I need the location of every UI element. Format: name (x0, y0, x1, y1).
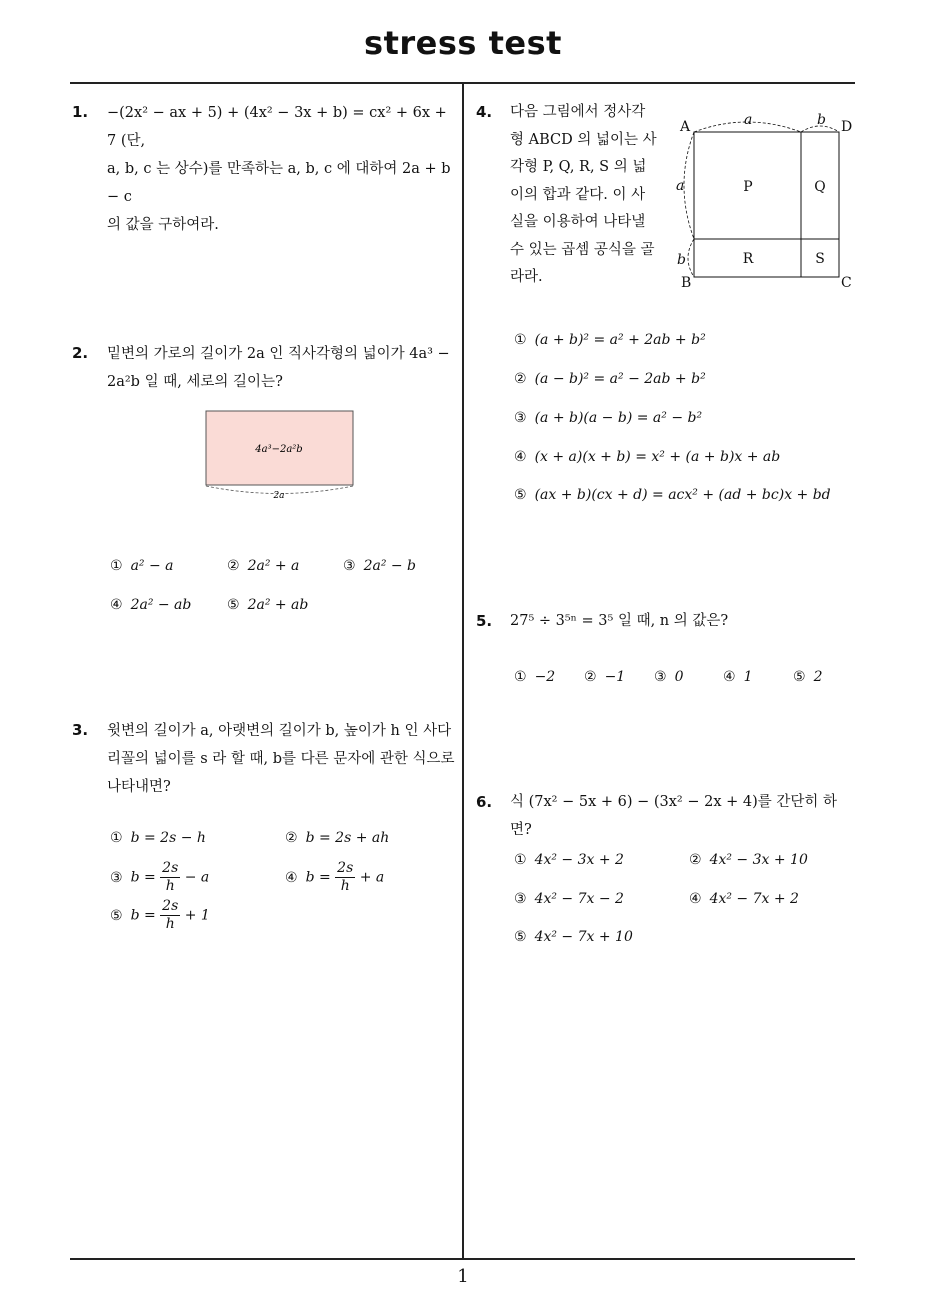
column-divider (462, 82, 464, 1258)
option-expression: (x + a)(x + b) = x² + (a + b)x + ab (534, 449, 781, 465)
option-mark: ① (514, 332, 527, 348)
option-mark: ④ (110, 597, 123, 613)
option-mark: ① (514, 669, 527, 685)
rectangle-figure (195, 405, 365, 505)
rectangle-area-label: 4a³−2a²b (255, 444, 303, 455)
option-4[interactable] (723, 669, 752, 685)
option-expression: −1 (604, 669, 626, 685)
page-number: 1 (457, 1266, 469, 1287)
option-1[interactable] (514, 669, 555, 685)
option-mark: ④ (285, 869, 298, 886)
option-5[interactable] (514, 487, 831, 503)
fraction-denominator: h (165, 916, 175, 932)
option-mark: ③ (110, 869, 123, 886)
option-expression: (a + b)² = a² + 2ab + b² (534, 332, 706, 348)
option-2[interactable] (689, 852, 808, 868)
question-line: −(2x² − ax + 5) + (4x² − 3x + b) = cx² + 6x + 7 (단, (107, 105, 447, 149)
question-number: 5. (476, 612, 493, 630)
option-rhs: + a (359, 869, 385, 886)
region-p-label: P (743, 179, 753, 195)
option-expression: 2a² + ab (247, 597, 309, 613)
fraction-numerator: 2s (337, 860, 354, 876)
fraction (160, 860, 180, 895)
option-expression: 2a² + a (247, 558, 300, 574)
option-mark: ② (584, 669, 597, 685)
option-expression: b = 2s − h (130, 830, 206, 846)
option-expression: 4x² − 3x + 2 (534, 852, 624, 868)
corner-c-label: C (841, 275, 852, 291)
option-1[interactable] (110, 830, 206, 846)
side-b-brace (688, 239, 694, 277)
question-line: 윗변의 길이가 a, 아랫변의 길이가 b, 높이가 h 인 사다 (107, 723, 452, 739)
option-lhs: b = (130, 907, 156, 924)
option-mark: ② (227, 558, 240, 574)
option-mark: ① (110, 558, 123, 574)
option-expression: (a − b)² = a² − 2ab + b² (534, 371, 706, 387)
question-line: 라라. (510, 269, 543, 285)
square-figure (672, 108, 857, 293)
option-3[interactable] (110, 860, 209, 895)
option-expression: (ax + b)(cx + d) = acx² + (ad + bc)x + bd (534, 487, 831, 503)
question-line: a, b, c 는 상수)를 만족하는 a, b, c 에 대하여 2a + b − c (107, 161, 451, 205)
question-line: 2a²b 일 때, 세로의 길이는? (107, 374, 283, 390)
fraction (335, 860, 355, 895)
question-number: 6. (476, 793, 493, 811)
option-expression: 2a² − ab (130, 597, 192, 613)
rectangle-width-label: 2a (273, 491, 285, 501)
option-expression: b = 2s + ah (305, 830, 390, 846)
question-number: 2. (72, 344, 89, 362)
question-line: 리꼴의 넓이를 s 라 할 때, b를 다른 문자에 관한 식으로 (107, 751, 455, 767)
option-mark: ④ (723, 669, 736, 685)
fraction-denominator: h (165, 878, 175, 894)
option-3[interactable] (654, 669, 683, 685)
option-4[interactable] (285, 860, 384, 895)
side-a-brace (684, 132, 694, 239)
option-mark: ② (285, 830, 298, 846)
option-mark: ⑤ (514, 487, 527, 503)
side-a-label: a (676, 178, 685, 194)
option-expression: 0 (674, 669, 684, 685)
option-mark: ③ (514, 891, 527, 907)
option-mark: ② (689, 852, 702, 868)
option-expression: 1 (743, 669, 753, 685)
region-s-label: S (815, 251, 825, 267)
option-5[interactable] (793, 669, 822, 685)
option-mark: ① (110, 830, 123, 846)
option-rhs: + 1 (184, 907, 210, 924)
option-rhs: − a (184, 869, 210, 886)
page-title: stress test (364, 24, 562, 62)
option-mark: ⑤ (227, 597, 240, 613)
option-2[interactable] (514, 371, 706, 387)
option-4[interactable] (689, 891, 799, 907)
option-4[interactable] (514, 449, 780, 465)
question-text: 27⁵ ÷ 3⁵ⁿ = 3⁵ 일 때, n 의 값은? (510, 613, 729, 629)
question-text: 식 (7x² − 5x + 6) − (3x² − 2x + 4)를 간단히 하면? (510, 794, 838, 838)
option-mark: ④ (689, 891, 702, 907)
option-1[interactable] (514, 852, 624, 868)
question-line: 이의 합과 같다. 이 사 (510, 186, 646, 203)
question-text (107, 99, 457, 239)
question-line: 실을 이용하여 나타낼 (510, 214, 646, 230)
question-line: 수 있는 곱셈 공식을 골 (510, 241, 655, 258)
fraction-numerator: 2s (162, 860, 179, 876)
option-3[interactable] (514, 891, 624, 907)
option-expression: a² − a (130, 558, 174, 574)
fraction-numerator: 2s (162, 898, 179, 914)
option-2[interactable] (285, 830, 389, 846)
option-expression: (a + b)(a − b) = a² − b² (534, 410, 703, 426)
question-text (107, 340, 457, 396)
option-lhs: b = (130, 869, 156, 886)
option-lhs: b = (305, 869, 331, 886)
region-r-label: R (742, 251, 754, 267)
corner-d-label: D (841, 119, 853, 135)
question-number: 3. (72, 721, 89, 739)
corner-b-label: B (681, 275, 692, 291)
side-b-label: b (677, 252, 686, 268)
option-mark: ⑤ (514, 929, 527, 945)
question-number: 1. (72, 103, 89, 121)
footer-rule (70, 1258, 855, 1260)
corner-a-label: A (680, 119, 691, 135)
option-expression: 2 (813, 669, 823, 685)
option-mark: ⑤ (110, 907, 123, 924)
question-line: 나타내면? (107, 779, 171, 795)
option-expression: 4x² − 7x + 2 (709, 891, 799, 907)
option-2[interactable] (584, 669, 625, 685)
option-expression: −2 (534, 669, 556, 685)
option-5[interactable] (514, 929, 633, 945)
option-5[interactable] (110, 898, 210, 933)
option-1[interactable] (514, 332, 706, 348)
option-expression: 4x² − 7x − 2 (534, 891, 624, 907)
option-expression: 2a² − b (363, 558, 417, 574)
option-3[interactable] (343, 558, 416, 574)
option-mark: ③ (343, 558, 356, 574)
option-4[interactable] (110, 597, 191, 613)
question-line: 다음 그림에서 정사각 (510, 104, 646, 120)
option-mark: ③ (514, 410, 527, 426)
question-line: 의 값을 구하여라. (107, 217, 219, 233)
question-line: 형 ABCD 의 넓이는 사 (510, 131, 657, 148)
region-q-label: Q (814, 179, 826, 195)
question-text (107, 717, 457, 801)
option-expression: 4x² − 7x + 10 (534, 929, 633, 945)
fraction-denominator: h (340, 878, 350, 894)
fraction (160, 898, 180, 933)
question-number: 4. (476, 103, 493, 121)
top-a-label: a (744, 112, 753, 128)
option-mark: ② (514, 371, 527, 387)
top-b-label: b (817, 112, 826, 128)
option-3[interactable] (514, 410, 702, 426)
option-1[interactable] (110, 558, 174, 574)
question-line: 각형 P, Q, R, S 의 넓 (510, 159, 647, 175)
question-line: 밑변의 가로의 길이가 2a 인 직사각형의 넓이가 4a³ − (107, 346, 450, 362)
option-mark: ⑤ (793, 669, 806, 685)
option-2[interactable] (227, 558, 299, 574)
option-5[interactable] (227, 597, 308, 613)
question-text (510, 99, 670, 292)
option-expression: 4x² − 3x + 10 (709, 852, 808, 868)
option-mark: ③ (654, 669, 667, 685)
option-mark: ④ (514, 449, 527, 465)
option-mark: ① (514, 852, 527, 868)
